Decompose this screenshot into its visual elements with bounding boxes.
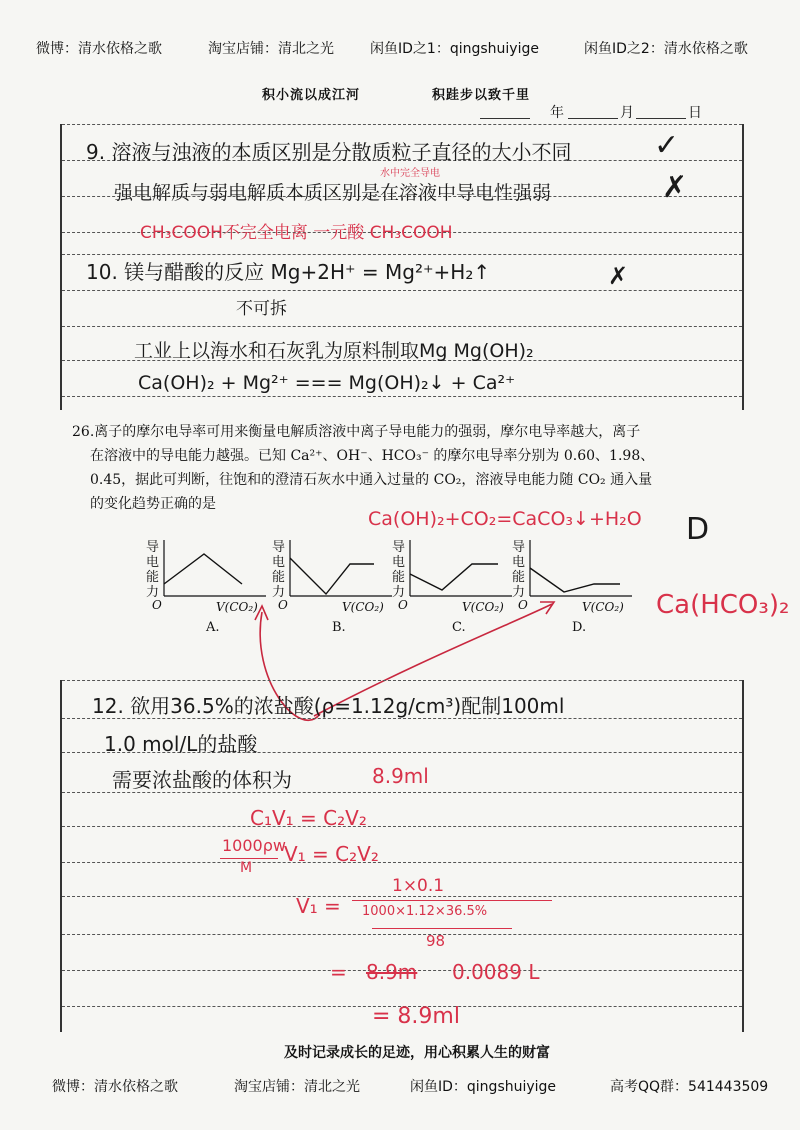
note12-line1: 12. 欲用36.5%的浓盐酸(ρ=1.12g/cm³)配制100ml [92,694,565,718]
q26-equation: Ca(OH)₂+CO₂=CaCO₃↓+H₂O [368,508,642,530]
option-D: D. [572,620,587,635]
option-A: A. [206,620,220,635]
ruled-line [62,896,742,897]
footer-weibo: 微博：清水依格之歌 [52,1079,178,1095]
question26-line2: 在溶液中的导电能力越强。已知 Ca²⁺、OH⁻、HCO₃⁻ 的摩尔电导率分别为 0.60、1.98、 [90,448,655,464]
calc-line5: = 8.9ml [372,1004,460,1029]
footer-taobao: 淘宝店铺：清北之光 [234,1079,360,1095]
calc-line1: C₁V₁ = C₂V₂ [250,806,367,830]
footer-xianyu: 闲鱼ID：qingshuiyige [410,1079,557,1095]
graph-origin: O [278,598,288,612]
note12-line3: 需要浓盐酸的体积为 [112,768,292,792]
footer-qq: 高考QQ群：541443509 [610,1079,769,1095]
day-label: 日 [688,105,702,121]
note10-line: 10. 镁与醋酸的反应 Mg+2H⁺ = Mg²⁺+H₂↑ [86,260,491,284]
graph-x-label: V(CO₂) [216,600,258,614]
graph-origin: O [518,598,528,612]
graph-y-label: 导电能力 [512,540,526,600]
question26-line3: 0.45，据此可判断，往饱和的澄清石灰水中通入过量的 CO₂，溶液导电能力随 CO₂ 通入量 [90,472,653,488]
header-xianyu1: 闲鱼ID之1：qingshuiyige [370,41,539,57]
header-taobao: 淘宝店铺：清北之光 [208,41,334,57]
graph-y-label: 导电能力 [272,540,286,600]
note9-line1: 9. 溶液与浊液的本质区别是分散质粒子直径的大小不同 [86,140,572,164]
q26-answer: D [686,512,710,547]
fraction-bar [372,928,512,929]
calc-line3-m: 98 [426,932,446,950]
header-weibo: 微博：清水依格之歌 [36,41,162,57]
calc-line4-eq: = [330,960,347,984]
question26-line4: 的变化趋势正确的是 [90,496,216,512]
cross-mark: ✗ [608,262,629,290]
option-C: C. [452,620,466,635]
header-xianyu2: 闲鱼ID之2：清水依格之歌 [584,41,748,57]
fraction-bar [220,858,278,859]
note9-red: CH₃COOH不完全电离 一元酸 CH₃COOH [140,223,453,243]
note9-line2: 强电解质与弱电解质本质区别是在溶液中导电性强弱 [114,182,552,204]
graph-y-label: 导电能力 [392,540,406,600]
fraction-bar [352,900,552,901]
industry-line2: Ca(OH)₂ + Mg²⁺ === Mg(OH)₂↓ + Ca²⁺ [138,372,516,394]
note12-line2: 1.0 mol/L的盐酸 [104,732,258,756]
graph-origin: O [398,598,408,612]
graph-y-label: 导电能力 [146,540,160,600]
ruled-line [62,826,742,827]
calc-line4: 0.0089 L [452,960,540,984]
question26-line1: 离子的摩尔电导率可用来衡量电解质溶液中离子导电能力的强弱，摩尔电导率越大，离子 [94,424,641,440]
option-B: B. [332,620,346,635]
ruled-line [62,862,742,863]
note9-insert: 水中完全导电 [380,168,440,179]
calc-line3-label: V₁ = [296,894,341,918]
calc-line3-numerator: 1×0.1 [392,876,445,896]
footer-slogan: 及时记录成长的足迹，用心积累人生的财富 [284,1045,550,1061]
calc-line2: V₁ = C₂V₂ [284,842,379,866]
note12-answer: 8.9ml [372,764,429,788]
month-label: 月 [620,105,634,121]
ruled-line [62,934,742,935]
check-mark: ✓ [654,128,680,163]
question26-number: 26. [72,424,95,440]
year-label: 年 [550,105,564,121]
calc-line4-struck: 8.9m [366,960,418,984]
calc-line3-denominator: 1000×1.12×36.5% [362,904,488,919]
industry-line1: 工业上以海水和石灰乳为原料制取Mg Mg(OH)₂ [134,340,534,362]
motto-left: 积小流以成江河 [262,88,361,103]
graph-origin: O [152,598,162,612]
graph-x-label: V(CO₂) [342,600,384,614]
graph-x-label: V(CO₂) [582,600,624,614]
motto-right: 积跬步以致千里 [432,88,531,103]
q26-product: Ca(HCO₃)₂ [656,590,790,620]
note10-note: 不可拆 [236,299,287,319]
calc-line2-denominator: M [240,860,253,876]
calc-line2-numerator: 1000ρw [222,836,286,855]
cross-mark: ✗ [662,170,688,205]
graph-x-label: V(CO₂) [462,600,504,614]
ruled-line [62,680,742,681]
